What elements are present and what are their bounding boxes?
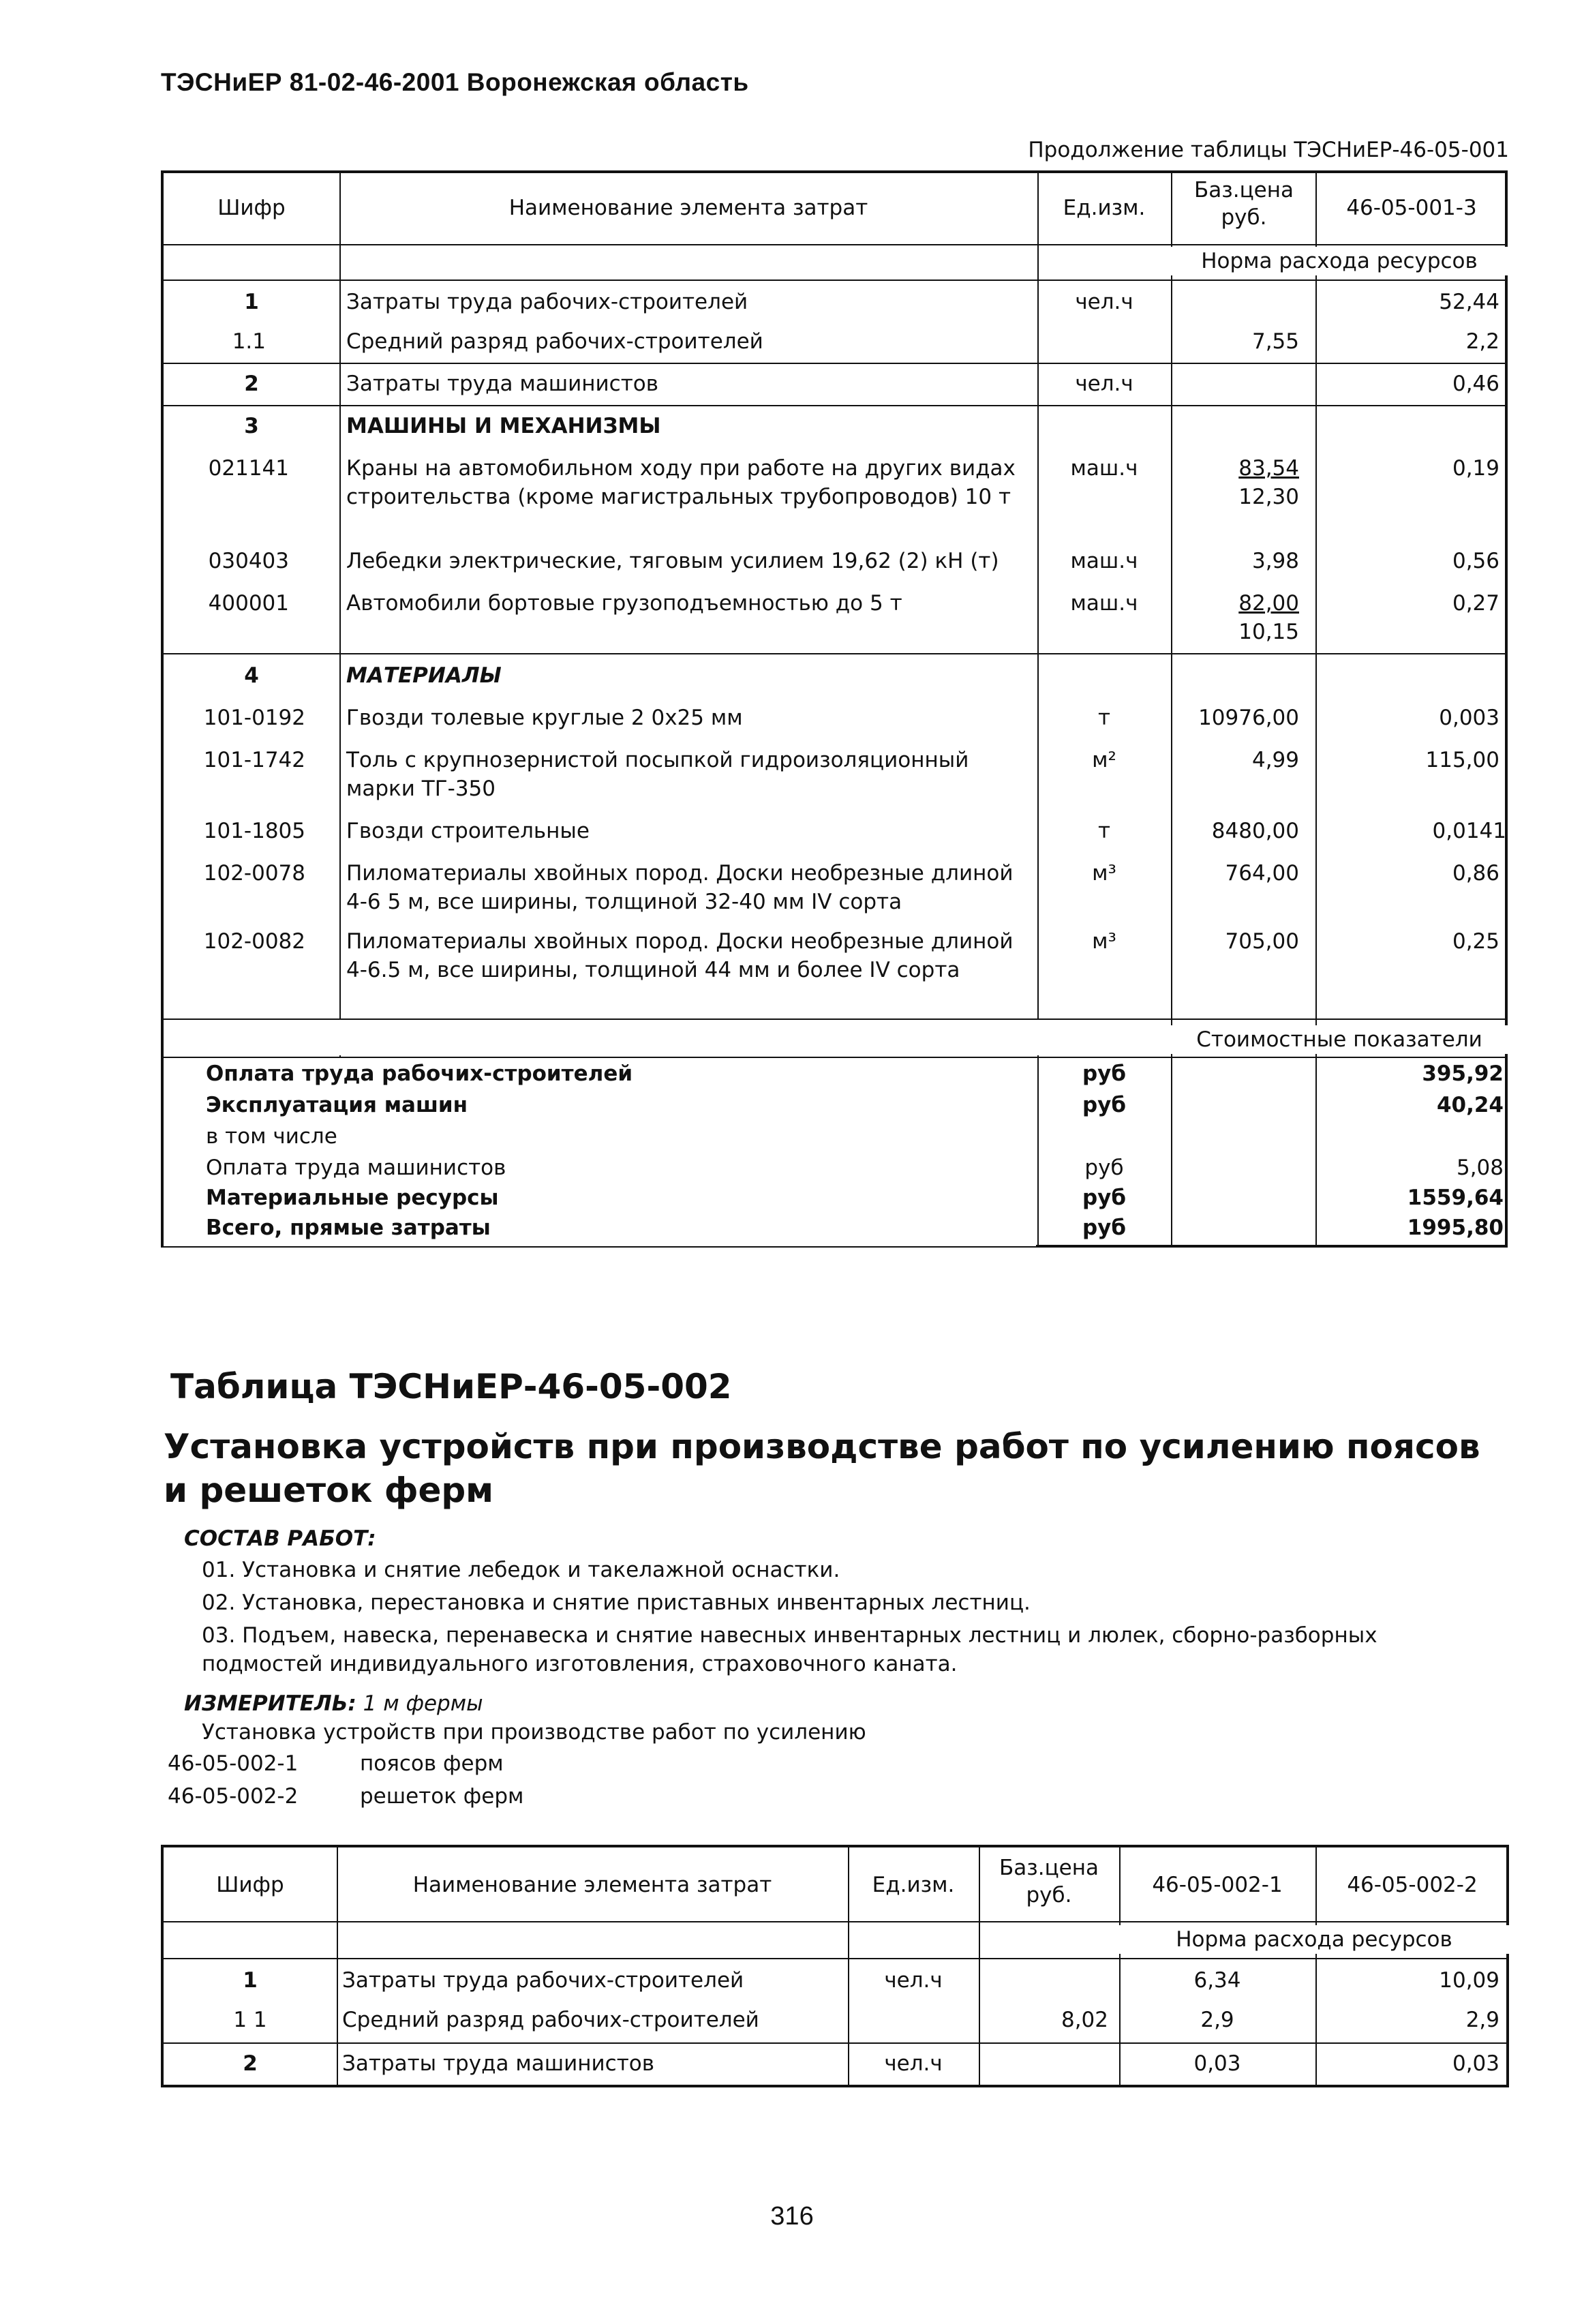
resource-table-1 <box>161 170 1508 1248</box>
row-code: 1 1 <box>233 2008 267 2032</box>
col-code-header: Шифр <box>217 196 286 220</box>
section-code: 4 <box>244 663 259 688</box>
col-unit-header: Ед.изм. <box>1063 196 1146 220</box>
col-price-header: Баз.цена руб. <box>1193 178 1294 230</box>
row-price: 10976,00 <box>1198 706 1299 730</box>
cost-label: Эксплуатация машин <box>206 1093 468 1117</box>
cost-label: Оплата труда рабочих-строителей <box>206 1061 633 1086</box>
row-code: 102-0078 <box>203 861 305 886</box>
table-subtitle: Установка устройств при производстве работ по усилению поясов и решеток ферм <box>164 1427 1480 1510</box>
row-name: Краны на автомобильном ходу при работе на других видах строительства (кроме магистральных трубопроводов) 10 т <box>346 456 1016 509</box>
row-name: Средний разряд рабочих-строителей <box>346 329 763 354</box>
col-price-header: Баз.цена руб. <box>999 1856 1099 1907</box>
cost-unit: руб <box>1082 1093 1127 1117</box>
row-name: Затраты труда машинистов <box>342 2051 655 2076</box>
col-value-header: 46-05-001-3 <box>1346 196 1477 220</box>
row-value: 0,0141 <box>1432 819 1506 843</box>
row-unit: чел.ч <box>884 1968 943 1993</box>
row-unit: т <box>1097 706 1111 730</box>
cost-value: 395,92 <box>1422 1061 1504 1086</box>
variants-intro: Установка устройств при производстве работ по усилению <box>202 1720 866 1745</box>
row-value: 0,86 <box>1452 861 1499 886</box>
row-name: Пиломатериалы хвойных пород. Доски необрезные длиной 4-6.5 м, все ширины, толщиной 44 мм и более IV сорта <box>346 929 1014 982</box>
row-price: 8480,00 <box>1211 819 1299 843</box>
row-unit: м² <box>1092 748 1116 772</box>
row-unit: маш.ч <box>1070 456 1138 481</box>
row-name: Средний разряд рабочих-строителей <box>342 2008 759 2032</box>
section-code: 3 <box>244 414 259 438</box>
row-price: 7,55 <box>1251 329 1299 354</box>
row-code: 1.1 <box>232 329 266 354</box>
work-item: 02. Установка, перестановка и снятие приставных инвентарных лестниц. <box>202 1590 1031 1615</box>
col-code-header: Шифр <box>216 1873 284 1897</box>
cost-label: Всего, прямые затраты <box>206 1216 491 1240</box>
row-code: 102-0082 <box>203 929 305 954</box>
row-name: Пиломатериалы хвойных пород. Доски необрезные длиной 4-6 5 м, все ширины, толщиной 32-40 мм IV сорта <box>346 861 1014 914</box>
row-value: 2,2 <box>1465 329 1499 354</box>
meter-line <box>184 1689 483 1718</box>
table-title: Таблица ТЭСНиЕР-46-05-002 <box>170 1367 732 1406</box>
row-unit: чел.ч <box>884 2051 943 2076</box>
variant-text: поясов ферм <box>360 1751 504 1776</box>
row-value: 0,19 <box>1452 456 1499 481</box>
cost-label: Материальные ресурсы <box>206 1186 499 1210</box>
row-unit: чел.ч <box>1075 372 1133 396</box>
row-price: 3,98 <box>1251 549 1299 573</box>
row-unit: маш.ч <box>1070 549 1138 573</box>
continuation-caption: Продолжение таблицы ТЭСНиЕР-46-05-001 <box>1028 138 1509 162</box>
row-value: 0,46 <box>1452 372 1499 396</box>
row-name: Гвозди строительные <box>346 819 590 843</box>
document-header: ТЭСНиЕР 81-02-46-2001 Воронежская область <box>161 68 749 96</box>
row-name: Затраты труда машинистов <box>346 372 659 396</box>
row-code: 101-0192 <box>203 706 305 730</box>
section-title: МАТЕРИАЛЫ <box>346 663 502 688</box>
row-price: 4,99 <box>1251 748 1299 772</box>
row-unit: м³ <box>1092 861 1116 886</box>
row-value: 0,56 <box>1452 549 1499 573</box>
row-name: Затраты труда рабочих-строителей <box>342 1968 744 1993</box>
row-unit: маш.ч <box>1070 591 1138 616</box>
row-code: 1 <box>243 1968 258 1993</box>
cost-unit: руб <box>1082 1216 1127 1240</box>
row-code: 030403 <box>208 549 289 573</box>
row-code: 021141 <box>208 456 289 481</box>
page-number: 316 <box>770 2202 814 2231</box>
col-unit-header: Ед.изм. <box>872 1873 955 1897</box>
col-name-header: Наименование элемента затрат <box>508 196 868 220</box>
norm-header: Норма расхода ресурсов <box>1171 247 1508 275</box>
row-unit: м³ <box>1092 929 1116 954</box>
cost-label: Оплата труда машинистов <box>206 1156 506 1180</box>
meter-label: ИЗМЕРИТЕЛЬ: <box>184 1691 356 1716</box>
cost-unit: руб <box>1082 1061 1127 1086</box>
col-name-header: Наименование элемента затрат <box>412 1873 772 1897</box>
cost-value: 1559,64 <box>1407 1186 1504 1210</box>
row-code: 400001 <box>208 591 289 616</box>
row-value: 0,25 <box>1452 929 1499 954</box>
resource-table-2 <box>161 1845 1509 2087</box>
row-price: 82,00 <box>1238 591 1299 616</box>
row-v2: 10,09 <box>1439 1968 1499 1993</box>
row-price: 705,00 <box>1225 929 1299 954</box>
row-price-secondary: 10,15 <box>1238 620 1299 644</box>
row-v1: 6,34 <box>1193 1968 1241 1993</box>
row-code: 1 <box>244 290 259 314</box>
row-unit: т <box>1097 819 1111 843</box>
col-v1-header: 46-05-002-1 <box>1152 1873 1283 1897</box>
variant-code: 46-05-002-1 <box>168 1751 299 1776</box>
row-price: 764,00 <box>1225 861 1299 886</box>
row-code: 2 <box>244 372 259 396</box>
row-name: Автомобили бортовые грузоподъемностью до 5 т <box>346 591 902 616</box>
work-item: 03. Подъем, навеска, перенавеска и снятие навесных инвентарных лестниц и люлек, сборно-разборных подмостей индивидуального изготовления, страховочного каната. <box>202 1623 1377 1676</box>
row-code: 101-1742 <box>203 748 305 772</box>
row-v2: 0,03 <box>1452 2051 1499 2076</box>
cost-value: 5,08 <box>1456 1156 1504 1180</box>
row-name: Гвозди толевые круглые 2 0x25 мм <box>346 706 743 730</box>
row-value: 52,44 <box>1439 290 1499 314</box>
row-price-secondary: 12,30 <box>1238 485 1299 509</box>
col-v2-header: 46-05-002-2 <box>1347 1873 1478 1897</box>
row-v1: 0,03 <box>1193 2051 1241 2076</box>
cost-value: 40,24 <box>1436 1093 1504 1117</box>
row-v1: 2,9 <box>1200 2008 1234 2032</box>
section-title: МАШИНЫ И МЕХАНИЗМЫ <box>346 414 661 438</box>
row-v2: 2,9 <box>1465 2008 1499 2032</box>
norm-header: Норма расхода ресурсов <box>1119 1925 1509 1954</box>
row-name: Лебедки электрические, тяговым усилием 19,62 (2) кН (т) <box>346 549 999 573</box>
cost-unit: руб <box>1082 1186 1127 1210</box>
row-code: 2 <box>243 2051 258 2076</box>
work-item: 01. Установка и снятие лебедок и такелажной оснастки. <box>202 1558 840 1582</box>
variant-text: решеток ферм <box>360 1784 524 1809</box>
cost-unit: руб <box>1084 1156 1124 1180</box>
cost-value: 1995,80 <box>1407 1216 1504 1240</box>
row-unit: чел.ч <box>1075 290 1133 314</box>
row-name: Затраты труда рабочих-строителей <box>346 290 748 314</box>
row-name: Толь с крупнозернистой посыпкой гидроизоляционный марки ТГ-350 <box>346 748 969 801</box>
row-price: 8,02 <box>1061 2008 1108 2032</box>
row-value: 0,003 <box>1439 706 1499 730</box>
composition-label: СОСТАВ РАБОТ: <box>184 1526 376 1551</box>
variant-code: 46-05-002-2 <box>168 1784 299 1809</box>
cost-label: в том числе <box>206 1124 337 1149</box>
row-value: 0,27 <box>1452 591 1499 616</box>
row-price: 83,54 <box>1238 456 1299 481</box>
cost-header: Стоимостные показатели <box>1171 1025 1508 1054</box>
row-value: 115,00 <box>1425 748 1499 772</box>
row-code: 101-1805 <box>203 819 305 843</box>
meter-value: 1 м фермы <box>363 1691 483 1716</box>
